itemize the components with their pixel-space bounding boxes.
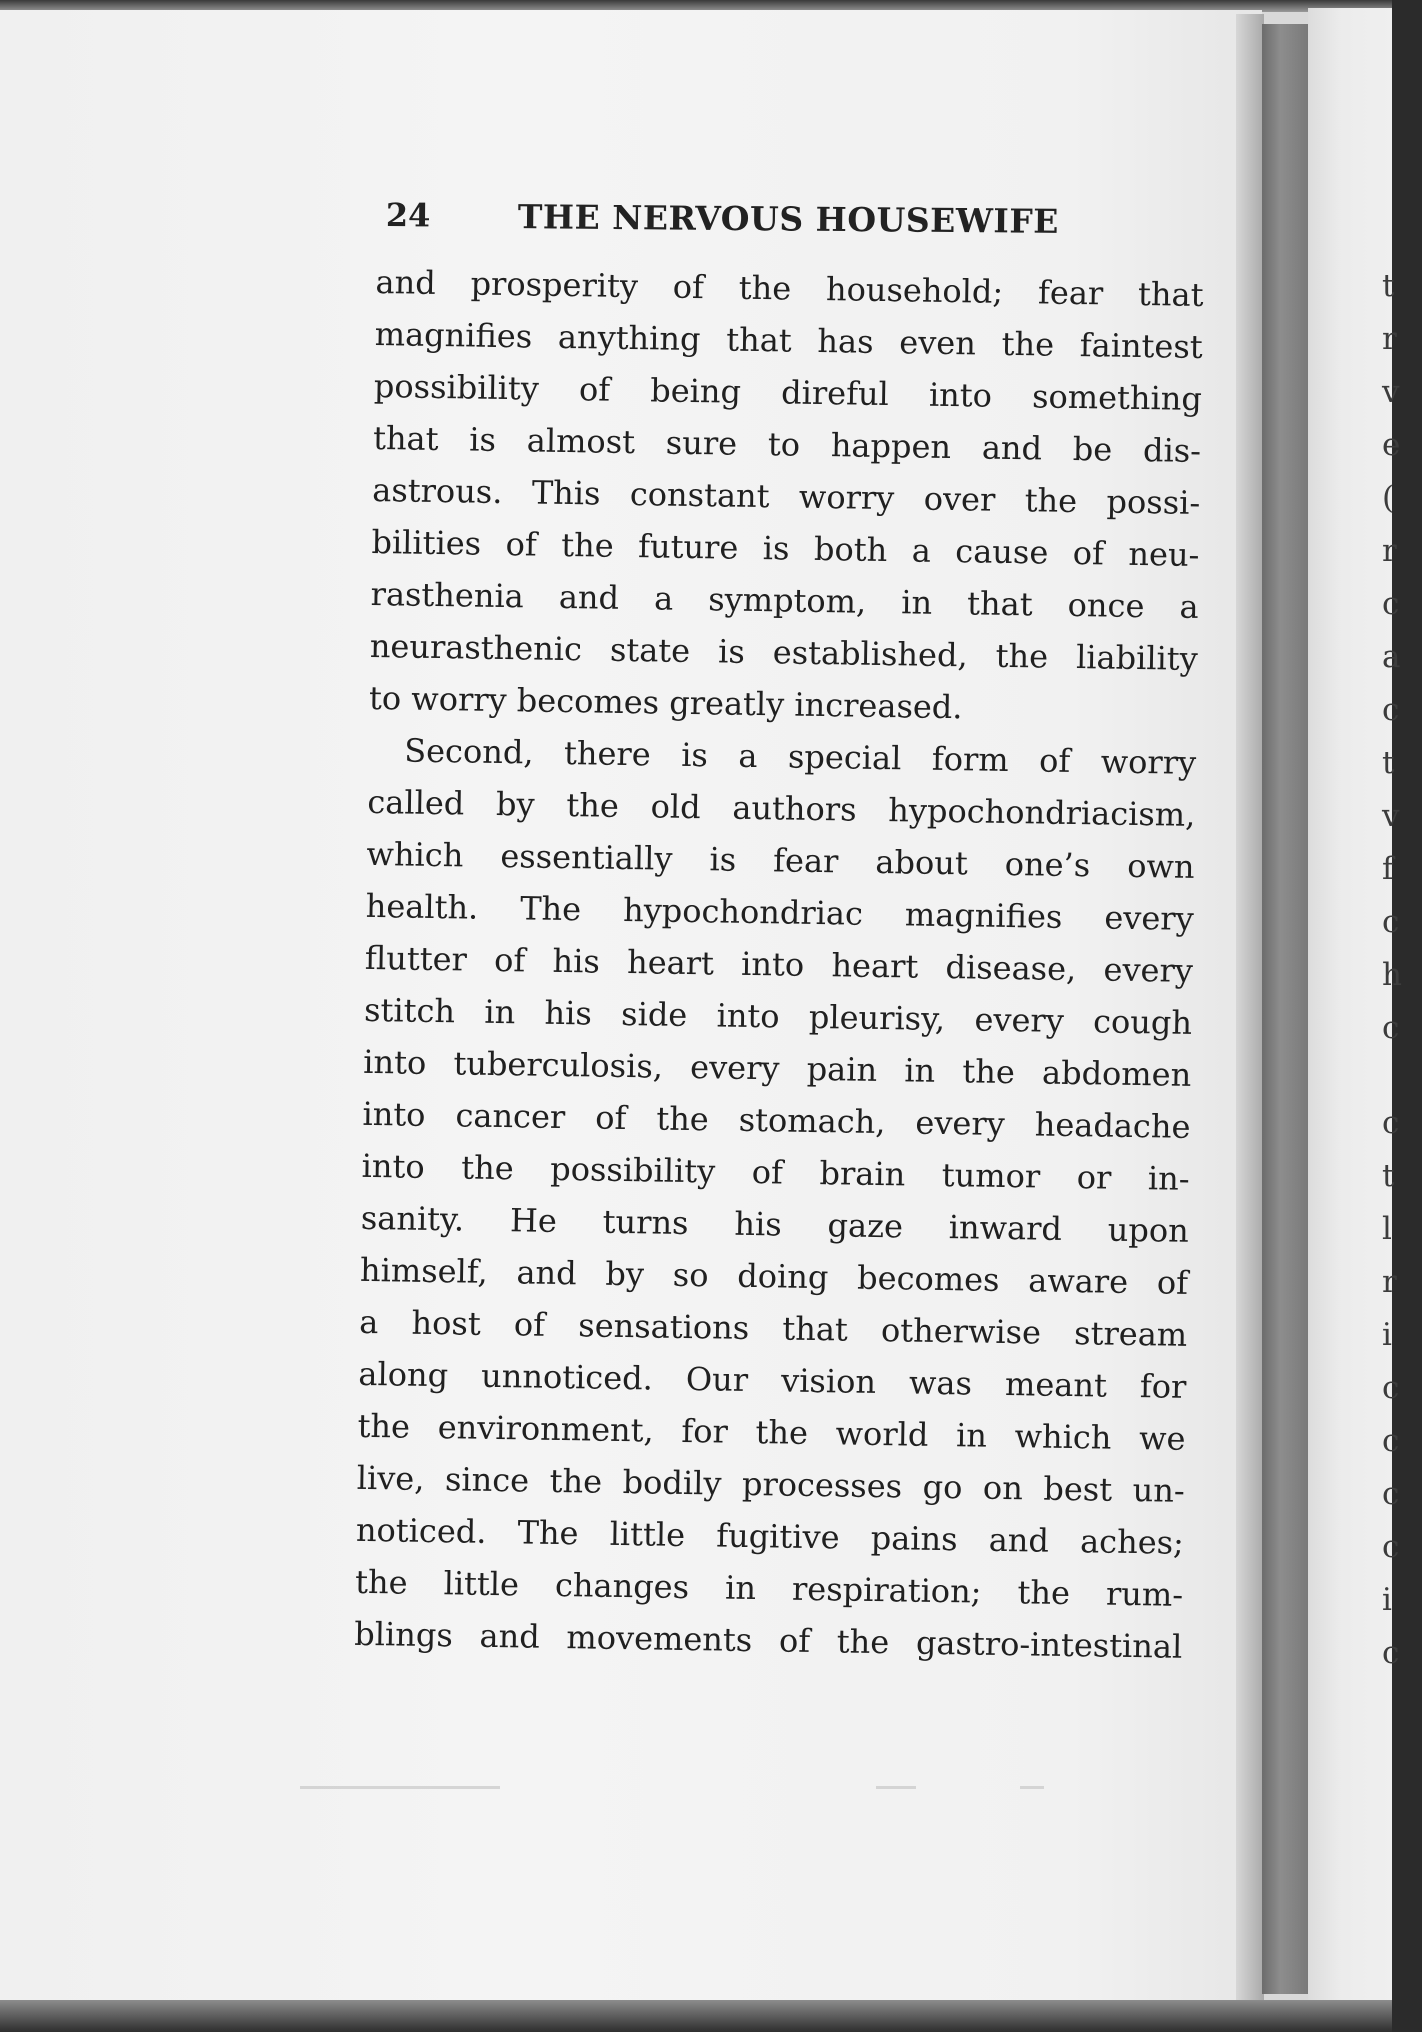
page-edge-shadow (1236, 14, 1264, 2000)
text-line: the environment, for the world in which we (357, 1406, 1186, 1458)
next-page-fragment: r (1382, 533, 1397, 569)
body-text (354, 256, 1204, 1673)
text-line: called by the old authors hypochondriacism, (367, 782, 1196, 834)
text-line: health. The hypochondriac magnifies every (365, 886, 1194, 938)
text-line: Second, there is a special form of worry (403, 731, 1197, 782)
next-page-fragment: r (1382, 321, 1397, 357)
next-page-fragment: c (1382, 1476, 1400, 1512)
scan-smudge (300, 1786, 500, 1789)
text-line: live, since the bodily processes go on best un- (356, 1458, 1186, 1510)
next-page-fragment: l (1382, 1211, 1392, 1247)
text-line: neurasthenic state is established, the liability (369, 626, 1199, 678)
text-line: along unnoticed. Our vision was meant for (358, 1354, 1187, 1406)
text-line: rasthenia and a symptom, in that once a (370, 574, 1199, 626)
next-page-fragment: c (1382, 692, 1400, 728)
bottom-edge (0, 2000, 1392, 2032)
next-page-fragment: e (1382, 427, 1401, 463)
text-line: possibility of being direful into something (373, 366, 1203, 418)
next-page-fragment: t (1382, 1158, 1395, 1194)
book-page (0, 10, 1262, 2002)
text-line: blings and movements of the gastro-intestinal (354, 1614, 1183, 1666)
text-line: flutter of his heart into heart disease, every (364, 938, 1194, 990)
text-line: into cancer of the stomach, every headache (362, 1094, 1191, 1146)
text-line: bilities of the future is both a cause of neu- (371, 522, 1200, 574)
next-page-fragment: r (1382, 1264, 1397, 1300)
text-line: into tuberculosis, every pain in the abdomen (363, 1042, 1192, 1094)
next-page-fragment: c (1382, 1423, 1400, 1459)
next-page-fragment: i (1382, 1582, 1392, 1618)
next-page-fragment: h (1382, 957, 1402, 993)
next-page-fragment: c (1382, 1105, 1400, 1141)
text-line: and prosperity of the household; fear that (375, 262, 1204, 315)
next-page-fragment: i (1382, 1317, 1392, 1353)
next-page-fragment: c (1382, 586, 1400, 622)
text-line: into the possibility of brain tumor or in- (361, 1146, 1190, 1198)
page-header (385, 196, 1086, 241)
text-line: to worry becomes greatly increased. (368, 678, 963, 727)
text-line: the little changes in respiration; the rum- (354, 1562, 1184, 1614)
text-line: stitch in his side into pleurisy, every cough (363, 990, 1193, 1042)
next-page-fragment: c (1382, 1370, 1400, 1406)
next-page-fragment: c (1382, 1010, 1400, 1046)
next-page-fragment: t (1382, 268, 1395, 304)
text-line: astrous. This constant worry over the possi- (372, 470, 1201, 522)
next-page-fragment: a (1382, 639, 1401, 675)
text-line: magnifies anything that has even the faintest (374, 314, 1203, 366)
scan-smudge (1020, 1786, 1044, 1789)
next-page-fragment: c (1382, 1635, 1400, 1671)
text-line: that is almost sure to happen and be dis- (372, 418, 1202, 470)
running-title: THE NERVOUS HOUSEWIFE (517, 197, 1060, 241)
text-line: noticed. The little fugitive pains and aches; (355, 1510, 1185, 1562)
next-page-fragment: v (1382, 798, 1400, 834)
next-page-fragment: t (1382, 745, 1395, 781)
text-line: sanity. He turns his gaze inward upon (360, 1198, 1190, 1250)
text-line: himself, and by so doing becomes aware of (359, 1250, 1189, 1302)
next-page-fragment: c (1382, 904, 1400, 940)
next-page-fragment: ( (1382, 480, 1395, 516)
text-line: a host of sensations that otherwise stream (358, 1302, 1188, 1354)
next-page-fragment: v (1382, 374, 1400, 410)
scan-smudge (876, 1786, 916, 1789)
next-page-fragment: f (1382, 851, 1394, 887)
next-page-edge (1308, 8, 1402, 2002)
text-line: which essentially is fear about one’s own (366, 834, 1195, 886)
book-gutter (1262, 24, 1308, 1994)
page-number: 24 (385, 196, 431, 235)
next-page-fragment: c (1382, 1529, 1400, 1565)
